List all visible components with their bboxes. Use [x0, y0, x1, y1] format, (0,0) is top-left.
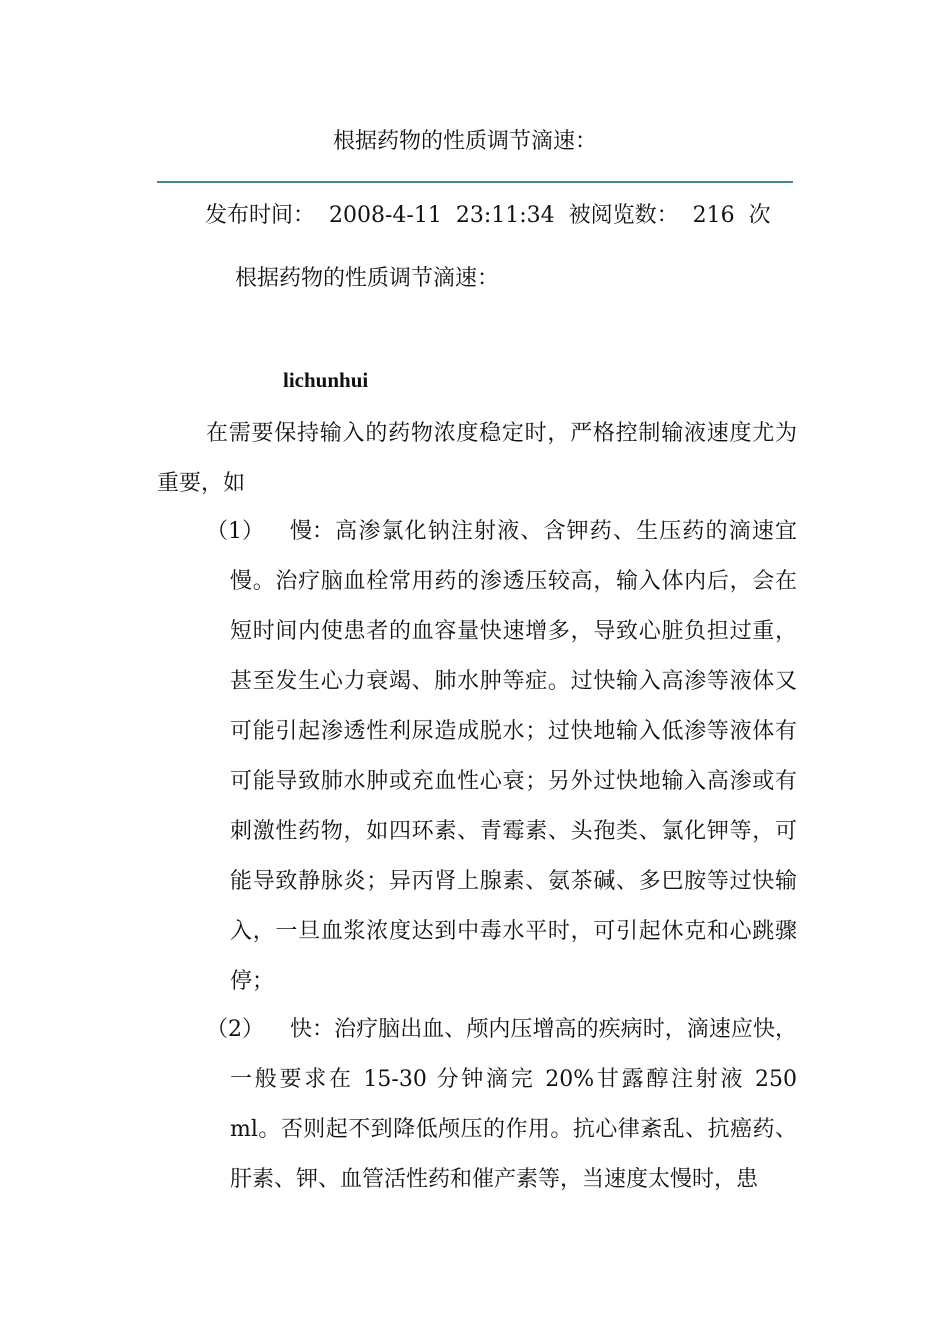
list-item-text: 高渗氯化钠注射液、含钾药、生压药的滴速宜慢。治疗脑血栓常用药的渗透压较高，输入体内后，会在短时间内使患者的血容量快速增多，导致心脏负担过重，甚至发生心力衰竭、肺水肿等症。过快输入高渗等液体又可能引起渗透性利尿造成脱水；过快地输入低渗等液体有可能导致肺水肿或充血性心衰；另外过快地输入高渗或有刺激性药物，如四环素、青霉素、头孢类、氯化钾等，可能导致静脉炎；异丙肾上腺素、氨茶碱、多巴胺等过快输入，一旦血浆浓度达到中毒水平时，可引起休克和心跳骤停；: [230, 519, 797, 994]
list-item-slow: [206, 507, 797, 1007]
list-item-keyword: 慢：: [290, 519, 335, 544]
article-title: 根据药物的性质调节滴速：: [332, 129, 597, 154]
list-item-fast: [206, 1005, 797, 1205]
intro-paragraph: 在需要保持输入的药物浓度稳定时，严格控制输液速度尤为重要，如: [157, 421, 797, 496]
list-item-text: 治疗脑出血、颅内压增高的疾病时，滴速应快，一般要求在 15-30 分钟滴完 20%甘露醇注射液 250 ml。否则起不到降低颅压的作用。抗心律紊乱、抗癌药、肝素、钾、血管活性药和催产素等，当速度太慢时，患: [230, 1017, 797, 1192]
list-item-number: （1）: [206, 519, 264, 544]
list-item-number: （2）: [206, 1017, 264, 1042]
article-subtitle: 根据药物的性质调节滴速：: [235, 266, 500, 291]
title-divider: [157, 181, 793, 183]
author-name: lichunhui: [283, 368, 369, 392]
publish-meta: 发布时间： 2008-4-11 23:11:34 被阅览数： 216 次: [205, 203, 771, 228]
list-item-keyword: 快：: [290, 1017, 335, 1042]
